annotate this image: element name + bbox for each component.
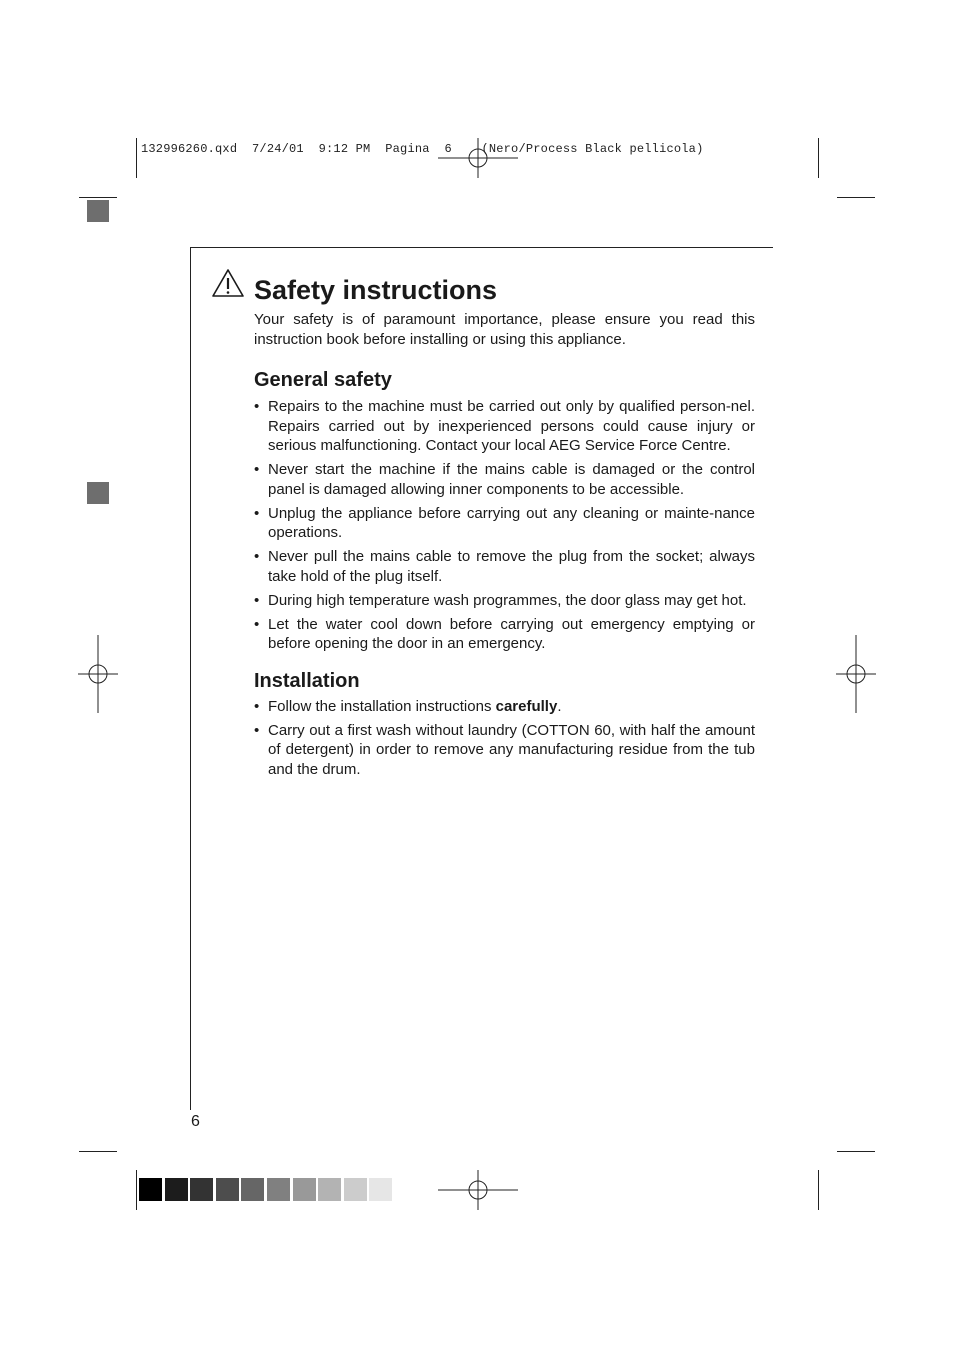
list-item: • Never pull the mains cable to remove the plug from the socket; always take hold of the plug itself.	[254, 547, 755, 586]
crop-mark	[79, 1151, 117, 1152]
installation-list	[254, 697, 755, 780]
page-title: Safety instructions	[254, 275, 498, 305]
list-item-text: .	[557, 697, 562, 715]
list-item: • Carry out a first wash without laundry (COTTON 60, with half the amount of detergent) in order to remove any manufacturing residue from the tub and the drum.	[254, 721, 755, 780]
color-swatch	[241, 1178, 264, 1201]
crop-mark	[837, 197, 875, 198]
crop-mark	[136, 138, 137, 178]
list-item	[254, 697, 755, 717]
side-marker	[87, 482, 109, 504]
registration-mark-icon	[836, 635, 876, 713]
crop-mark	[79, 197, 117, 198]
main-content	[254, 270, 755, 784]
color-swatch	[318, 1178, 341, 1201]
intro-paragraph: Your safety is of paramount importance, please ensure you read this instruction book before installing or using this appliance.	[254, 311, 755, 348]
list-item: • Unplug the appliance before carrying out any cleaning or mainte-nance operations.	[254, 504, 755, 543]
section-heading-general-safety: General safety	[254, 369, 392, 391]
general-safety-list	[254, 397, 755, 654]
registration-mark-icon	[78, 635, 118, 713]
color-swatch	[190, 1178, 213, 1201]
color-swatch	[293, 1178, 316, 1201]
color-swatch	[139, 1178, 162, 1201]
section-heading-installation: Installation	[254, 669, 360, 692]
list-item: • During high temperature wash programmes, the door glass may get hot.	[254, 591, 755, 611]
registration-mark-icon	[438, 138, 518, 178]
color-swatch	[267, 1178, 290, 1201]
list-item: • Never start the machine if the mains cable is damaged or the control panel is damaged allowing inner components to be accessible.	[254, 460, 755, 499]
color-swatch	[216, 1178, 239, 1201]
crop-mark	[837, 1151, 875, 1152]
side-marker	[87, 200, 109, 222]
page-frame-top	[190, 247, 773, 248]
page-frame-left	[190, 247, 191, 1110]
warning-triangle-icon	[211, 268, 245, 298]
color-swatch	[344, 1178, 367, 1201]
list-item-text: Follow the installation instructions	[268, 697, 496, 715]
list-item: • Let the water cool down before carrying out emergency emptying or before opening the door in an emergency.	[254, 615, 755, 654]
page-number: 6	[191, 1113, 200, 1130]
crop-mark	[818, 138, 819, 178]
registration-mark-icon	[438, 1170, 518, 1210]
emphasis-text: carefully	[495, 697, 558, 715]
list-item: • Repairs to the machine must be carried out only by qualified person-nel. Repairs carried out by inexperienced persons could cause injury or serious malfunctioning. Contact your local AEG Service Force Centre.	[254, 397, 755, 456]
crop-mark	[818, 1170, 819, 1210]
crop-mark	[136, 1170, 137, 1210]
color-swatch	[165, 1178, 188, 1201]
color-swatch	[369, 1178, 392, 1201]
print-slug: 132996260.qxd 7/24/01 9:12 PM Pagina 6 (Nero/Process Black pellicola)	[141, 142, 704, 156]
